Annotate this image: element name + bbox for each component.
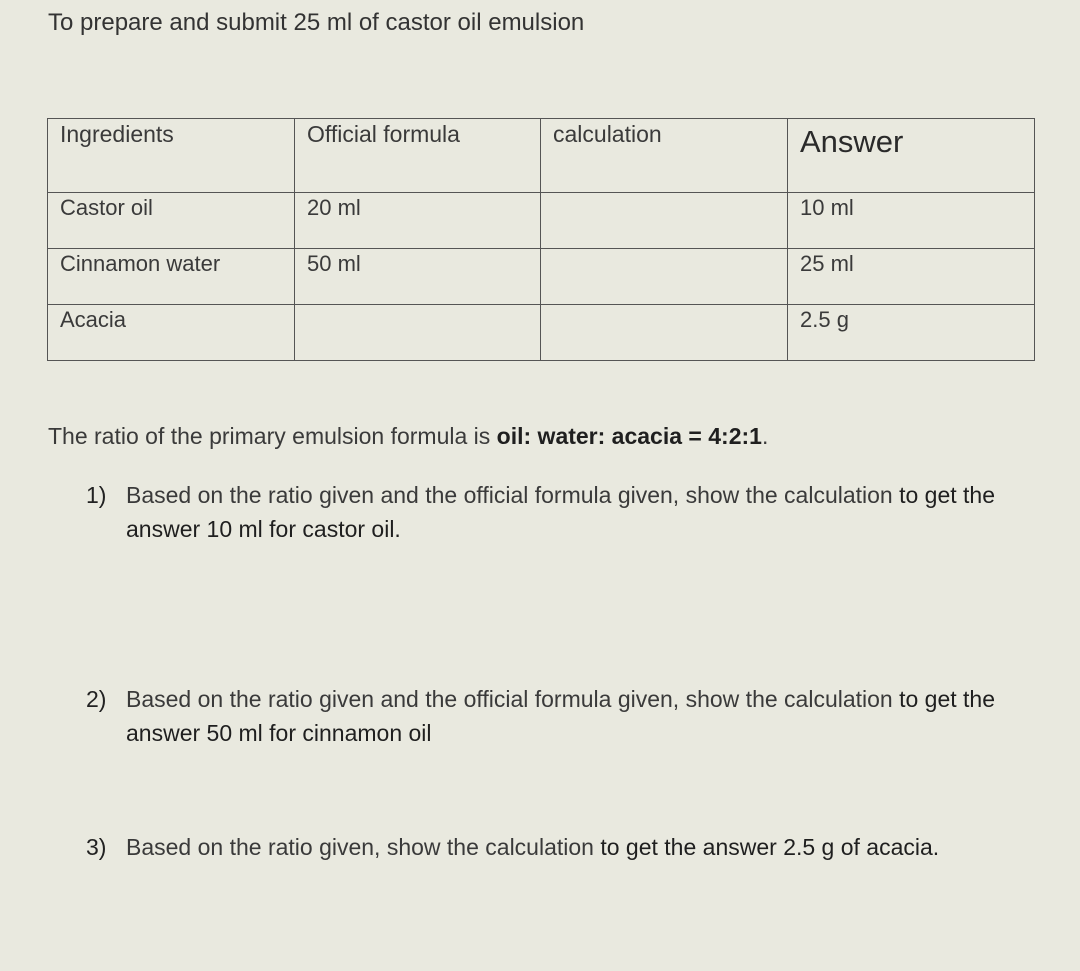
table-row [48, 249, 1035, 305]
header-ingredients: Ingredients [48, 119, 295, 193]
cell-answer: 2.5 g [788, 305, 1035, 361]
header-calculation: calculation [541, 119, 788, 193]
header-answer: Answer [788, 119, 1035, 193]
ratio-suffix: . [761, 423, 769, 449]
question-text: Based on the ratio given, show the calculation [126, 834, 601, 860]
header-official-formula: Official formula [295, 119, 541, 193]
question-emphasis: to get the answer 50 ml for cinnamon oil [126, 686, 996, 746]
cell-ingredient: Cinnamon water [48, 249, 295, 305]
cell-answer: 10 ml [788, 193, 1035, 249]
question-1 [86, 478, 1026, 546]
ratio-emphasis: oil: water: acacia = 4:2:1 [496, 423, 762, 449]
formula-table [47, 118, 1035, 361]
cell-ingredient: Castor oil [48, 193, 295, 249]
table-header-row [48, 119, 1035, 193]
question-number: 3) [86, 834, 107, 860]
question-emphasis: to get the answer 2.5 g of acacia. [600, 834, 940, 860]
ratio-statement [48, 421, 768, 451]
question-emphasis: to get the answer 10 ml for castor oil. [126, 482, 996, 542]
table-row [48, 305, 1035, 361]
question-number: 1) [86, 482, 107, 508]
ratio-prefix: The ratio of the primary emulsion formula is [48, 423, 497, 449]
cell-official-formula [295, 305, 541, 361]
cell-official-formula: 20 ml [295, 193, 541, 249]
question-3 [86, 830, 1026, 864]
cell-ingredient: Acacia [48, 305, 295, 361]
question-2 [86, 682, 1026, 750]
cell-calculation [541, 193, 788, 249]
page-title: To prepare and submit 25 ml of castor oil emulsion [48, 9, 585, 36]
cell-calculation [541, 305, 788, 361]
cell-official-formula: 50 ml [295, 249, 541, 305]
question-text: Based on the ratio given and the official formula given, show the calculation [126, 482, 900, 508]
cell-answer: 25 ml [788, 249, 1035, 305]
cell-calculation [541, 249, 788, 305]
question-number: 2) [86, 686, 107, 712]
question-text: Based on the ratio given and the official formula given, show the calculation [126, 686, 900, 712]
table-row [48, 193, 1035, 249]
